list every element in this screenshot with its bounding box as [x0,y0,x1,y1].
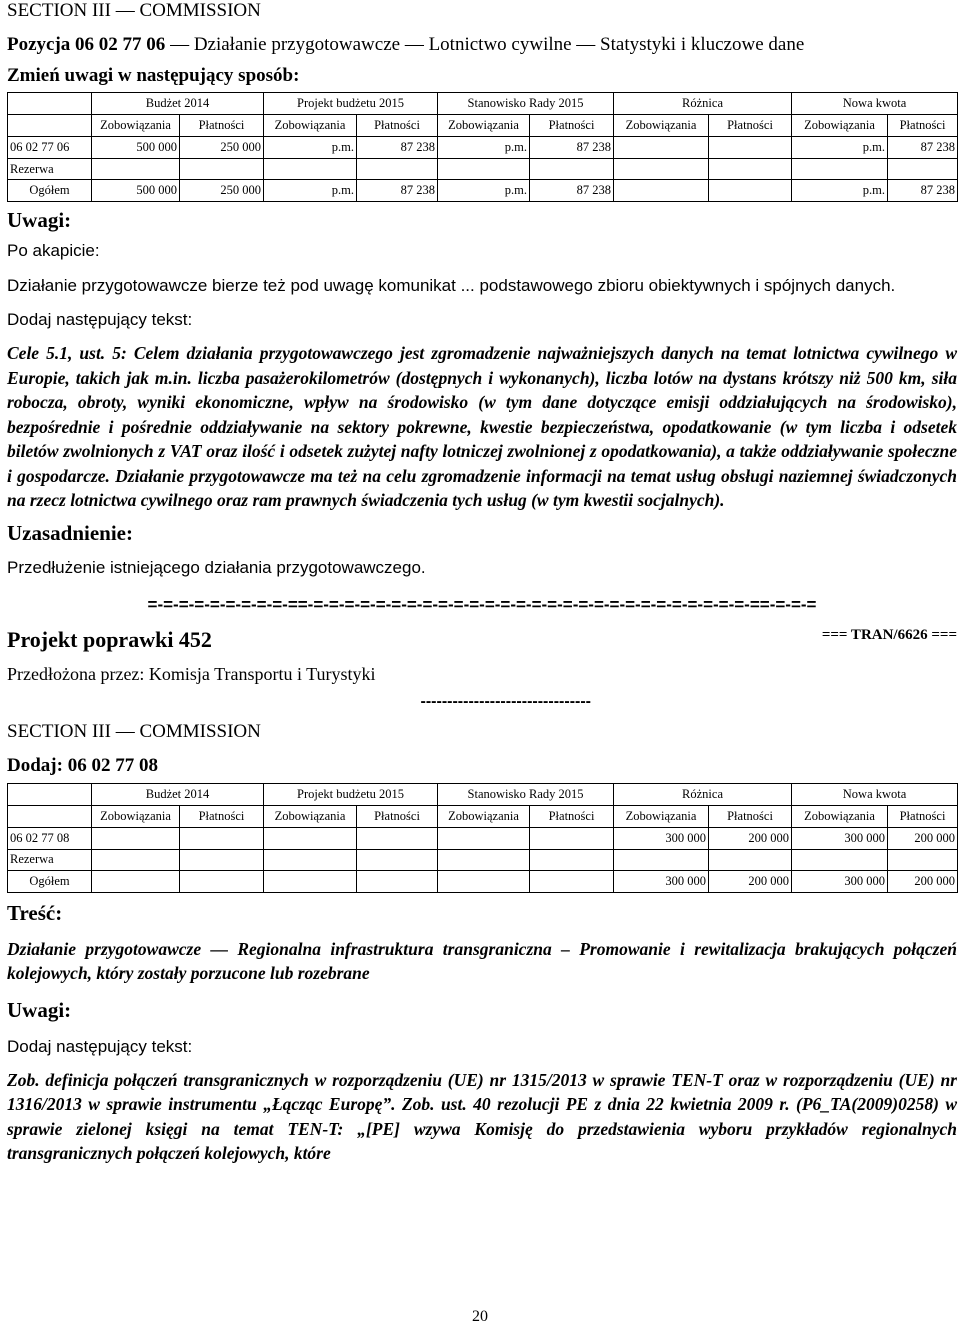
section-heading: SECTION III — COMMISSION [7,720,261,742]
amendment-reference: === TRAN/6626 === [821,626,957,643]
table-cell [530,159,614,180]
table-cell [357,870,438,892]
table-cell [614,159,709,180]
row-label: Rezerwa [8,849,92,870]
table-corner-cell [8,115,92,137]
table-cell [709,180,792,202]
column-subheader: Płatności [180,115,264,137]
table-corner-cell [8,805,92,827]
table-cell: 250 000 [180,137,264,159]
separator-line: =-=-=-=-=-=-=-=-=-==-=-=-=-=-=-=-=-=-=-=-=-=-=-=-=-=-=-=-=-=-=-=-=-=-=-=-=-=-==-=-=-= [147,594,817,614]
add-text-label: Dodaj następujący tekst: [7,1036,193,1056]
table-row [8,827,958,849]
table-cell: p.m. [438,180,530,202]
amendment-title: Projekt poprawki 452 [7,626,212,652]
table-cell [530,827,614,849]
amend-instruction: Zmień uwagi w następujący sposób: [7,65,300,86]
table-cell [92,827,180,849]
column-group-header: Różnica [614,93,792,115]
column-group-header: Nowa kwota [792,783,958,805]
table-row [8,159,958,180]
column-subheader: Zobowiązania [792,805,888,827]
table-cell: 300 000 [614,827,709,849]
content-heading: Treść: [7,900,63,925]
dash-divider: -------------------------------- [420,692,591,710]
add-text-label: Dodaj następujący tekst: [7,310,193,329]
table-cell [92,870,180,892]
table-cell [530,849,614,870]
column-subheader: Zobowiązania [92,805,180,827]
table-cell [264,849,357,870]
table-cell [438,159,530,180]
table-cell [709,849,792,870]
column-group-header: Stanowisko Rady 2015 [438,783,614,805]
table-cell [264,159,357,180]
table-cell [264,827,357,849]
budget-line-name: — Działanie przygotowawcze — Lotnictwo cywilne — Statystyki i kluczowe dane [165,34,805,55]
budget-table-1 [7,92,958,202]
after-paragraph-label: Po akapicie: [7,241,100,260]
row-label: Rezerwa [8,159,92,180]
column-group-header: Budżet 2014 [92,93,264,115]
remarks-heading: Uwagi: [7,208,72,232]
table-cell: 500 000 [92,137,180,159]
table-cell [530,870,614,892]
table-cell [357,159,438,180]
table-cell: 500 000 [92,180,180,202]
add-budget-line: Dodaj: 06 02 77 08 [7,754,158,776]
table-cell [792,159,888,180]
amendment-header [7,627,957,657]
column-subheader: Zobowiązania [92,115,180,137]
remarks-text: Działanie przygotowawcze bierze też pod uwagę komunikat ... podstawowego zbioru obiektywnych i spójnych danych. [7,276,896,295]
table-cell [92,849,180,870]
table-subheader-row [8,805,958,827]
row-label: 06 02 77 08 [8,827,92,849]
table-cell [180,827,264,849]
table-cell: 87 238 [357,137,438,159]
budget-table-2 [7,783,958,893]
table-cell [357,827,438,849]
table-row [8,849,958,870]
column-subheader: Zobowiązania [264,805,357,827]
column-group-header: Projekt budżetu 2015 [264,93,438,115]
reference-text: Zob. definicja połączeń transgranicznych w rozporządzeniu (UE) nr 1315/2013 w sprawie TEN-T oraz w rozporządzeniu (UE) nr 1316/2013 w sprawie instrumentu „Łącząc Europę”. Zob. ust. 40 rezolucji PE z dnia 22 kwietnia 2009 r. (P6_TA(2009)0258) w sprawie zielonej księgi na temat TEN-T: „[PE] wzywa Komisję do przedstawienia wyboru przykładów regionalnych transgranicznych połączeń kolejowych, które [7,1069,957,1163]
column-group-header: Różnica [614,783,792,805]
table-cell: 200 000 [888,827,958,849]
column-subheader: Zobowiązania [792,115,888,137]
content-text: Działanie przygotowawcze — Regionalna infrastruktura transgraniczna – Promowanie i rewitalizacja brakujących połączeń kolejowych, który zostały porzucone lub rozebrane [7,938,957,983]
page-number: 20 [472,1308,488,1325]
table-cell [180,870,264,892]
table-cell [709,137,792,159]
budget-line-code: Pozycja 06 02 77 06 [7,34,166,55]
table-cell: 300 000 [614,870,709,892]
table-cell: 250 000 [180,180,264,202]
column-subheader: Zobowiązania [614,115,709,137]
column-subheader: Zobowiązania [438,805,530,827]
table-header-row [8,93,958,115]
column-subheader: Płatności [530,805,614,827]
table-corner-cell [8,93,92,115]
table-cell: p.m. [792,137,888,159]
column-subheader: Zobowiązania [438,115,530,137]
table-cell: p.m. [438,137,530,159]
table-cell [614,180,709,202]
table-cell [709,159,792,180]
table-row [8,870,958,892]
justification-text: Przedłużenie istniejącego działania przygotowawczego. [7,557,426,577]
column-subheader: Płatności [888,805,958,827]
table-cell [438,827,530,849]
table-cell: 200 000 [709,827,792,849]
table-row [8,180,958,202]
table-cell: p.m. [264,180,357,202]
column-subheader: Płatności [888,115,958,137]
table-cell: 300 000 [792,870,888,892]
table-cell: 300 000 [792,827,888,849]
table-cell [614,137,709,159]
table-cell [357,849,438,870]
column-group-header: Budżet 2014 [92,783,264,805]
table-cell [614,849,709,870]
table-header-row [8,783,958,805]
table-cell [180,849,264,870]
table-cell [92,159,180,180]
column-subheader: Zobowiązania [264,115,357,137]
table-corner-cell [8,783,92,805]
column-group-header: Stanowisko Rady 2015 [438,93,614,115]
section-heading: SECTION III — COMMISSION [7,0,261,21]
column-subheader: Płatności [709,805,792,827]
table-subheader-row [8,115,958,137]
table-cell: 200 000 [709,870,792,892]
column-group-header: Nowa kwota [792,93,958,115]
remarks-heading: Uwagi: [7,997,72,1022]
column-subheader: Płatności [180,805,264,827]
table-cell: p.m. [792,180,888,202]
column-subheader: Płatności [530,115,614,137]
column-subheader: Płatności [357,115,438,137]
table-cell: 87 238 [888,180,958,202]
submitted-by: Przedłożona przez: Komisja Transportu i Turystyki [7,663,376,684]
column-subheader: Płatności [357,805,438,827]
table-cell [888,849,958,870]
table-cell: 87 238 [357,180,438,202]
table-cell [438,849,530,870]
row-label: Ogółem [8,870,92,892]
row-label: Ogółem [8,180,92,202]
column-subheader: Zobowiązania [614,805,709,827]
table-cell [438,870,530,892]
budget-line-title [7,34,957,56]
document-page [7,0,957,1166]
table-cell: 87 238 [888,137,958,159]
row-label: 06 02 77 06 [8,137,92,159]
column-group-header: Projekt budżetu 2015 [264,783,438,805]
table-cell [792,849,888,870]
justification-heading: Uzasadnienie: [7,520,133,545]
table-cell: 200 000 [888,870,958,892]
objectives-text: Cele 5.1, ust. 5: Celem działania przygotowawczego jest zgromadzenie najważniejszych danych na temat lotnictwa cywilnego w Europie, takich jak m.in. liczba pasażerokilometrów (dostępnych i wykonanych), liczba lotów na dystans krótszy niż 500 km, siła robocza, obroty, wyniki ekonomiczne, wpływ na środowisko (w tym dane dotyczące emisji oddziałujących na środowisko), bezpośrednie i pośrednie oddziaływanie na sektory pokrewne, kwestie bezpieczeństwa, opodatkowanie (w tym liczba i odsetek biletów zwolnionych z VAT oraz ilość i odsetek zużytej nafty lotniczej zwolnionej z opodatkowania), a także oddziaływanie społeczne i gospodarcze. Działanie przygotowawcze ma też na celu zgromadzenie informacji na temat usług obsługi naziemnej świadczonych na rzecz lotnictwa cywilnego oraz ram prawnych świadczenia tych usług (w tym kwestii socjalnych). [7,343,957,510]
table-cell: 87 238 [530,180,614,202]
table-cell: 87 238 [530,137,614,159]
table-cell [888,159,958,180]
column-subheader: Płatności [709,115,792,137]
table-row [8,137,958,159]
table-cell [180,159,264,180]
table-cell: p.m. [264,137,357,159]
table-cell [264,870,357,892]
